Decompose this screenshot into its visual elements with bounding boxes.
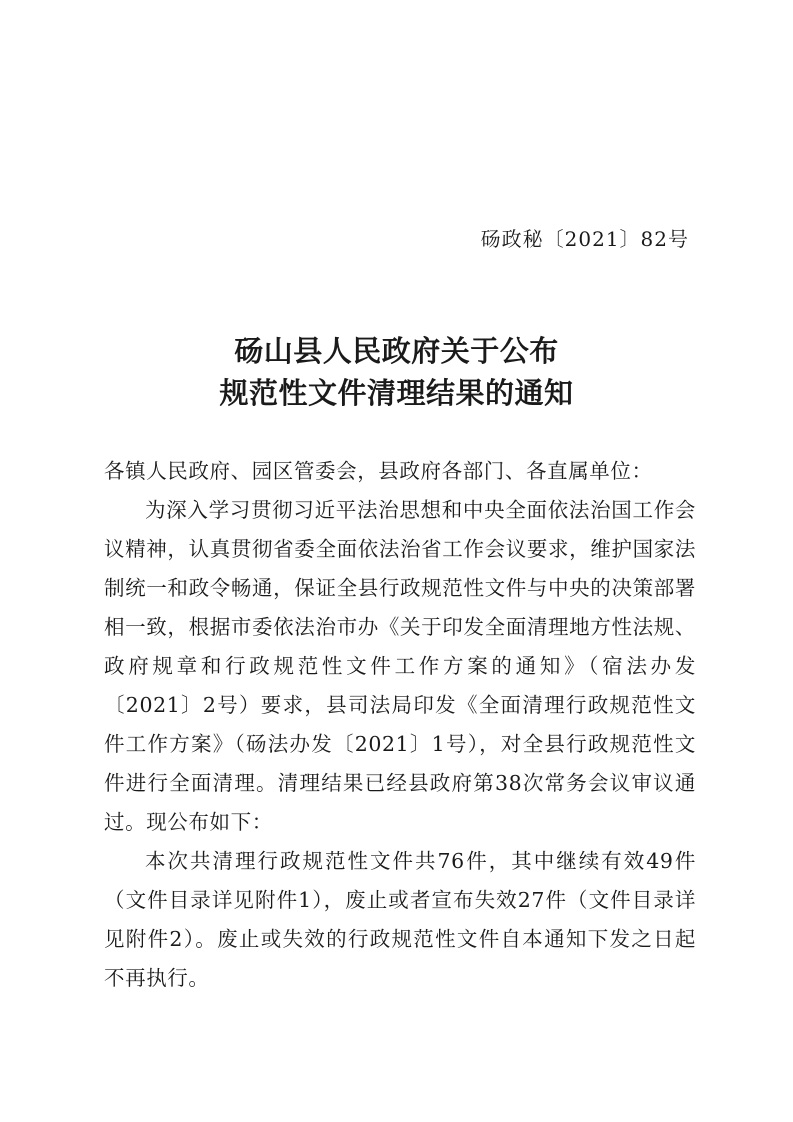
document-title: [0, 330, 793, 414]
title-line-2: 规范性文件清理结果的通知: [219, 376, 574, 410]
salutation: 各镇人民政府、园区管委会，县政府各部门、各直属单位：: [104, 459, 653, 483]
document-body: [104, 452, 696, 998]
paragraph-2: 本次共清理行政规范性文件共76件，其中继续有效49件（文件目录详见附件1），废止或者宣布失效27件（文件目录详见附件2）。废止或失效的行政规范性文件自本通知下发之日起不再执行。: [104, 849, 696, 990]
document-number: 砀政秘〔2021〕82号: [480, 227, 689, 251]
paragraph-1: 为深入学习贯彻习近平法治思想和中央全面依法治国工作会议精神，认真贯彻省委全面依法治省工作会议要求，维护国家法制统一和政令畅通，保证全县行政规范性文件与中央的决策部署相一致，根据市委依法治市办《关于印发全面清理地方性法规、政府规章和行政规范性文件工作方案的通知》（宿法办发〔2021〕2号）要求，县司法局印发《全面清理行政规范性文件工作方案》（砀法办发〔2021〕1号），对全县行政规范性文件进行全面清理。清理结果已经县政府第38次常务会议审议通过。现公布如下：: [104, 498, 696, 834]
title-line-1: 砀山县人民政府关于公布: [234, 334, 559, 368]
